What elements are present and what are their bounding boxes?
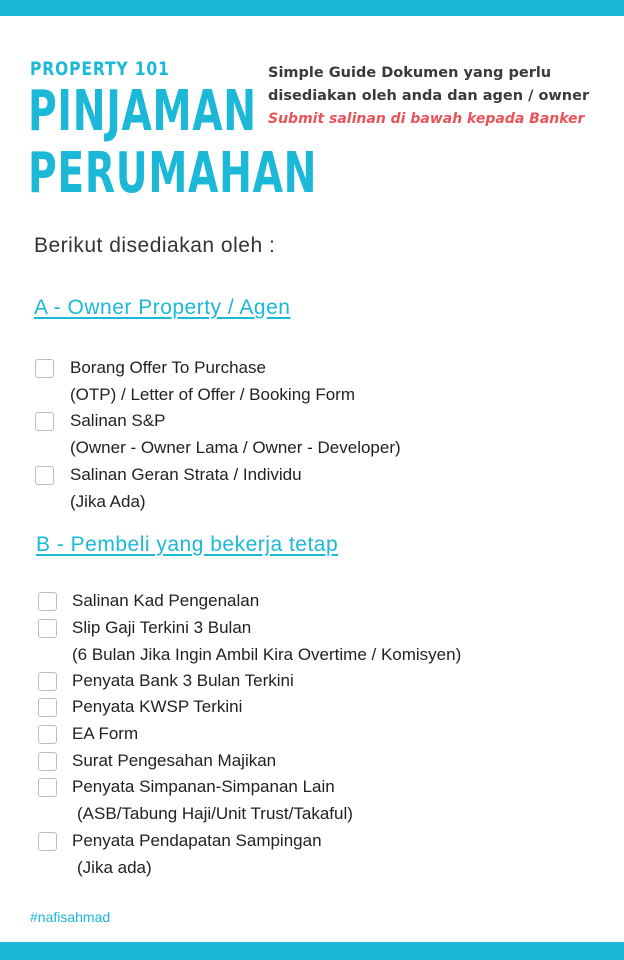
checkbox-b-3[interactable] [38, 672, 57, 691]
page-title-line-1: PINJAMAN [28, 79, 257, 144]
guide-line-2: disediakan oleh anda dan agen / owner [268, 88, 590, 104]
item-a-2-line-2: (Owner - Owner Lama / Owner - Developer) [70, 438, 401, 457]
checkbox-b-4[interactable] [38, 698, 57, 717]
bottom-accent-bar [0, 942, 624, 960]
item-b-3-line-1: Penyata Bank 3 Bulan Terkini [72, 671, 294, 690]
eyebrow-label: PROPERTY 101 [30, 58, 170, 80]
item-b-5-line-1: EA Form [72, 724, 139, 743]
checkbox-b-1[interactable] [38, 592, 57, 611]
intro-text: Berikut disediakan oleh : [34, 234, 276, 257]
item-b-8-line-2: (Jika ada) [77, 858, 152, 877]
checkbox-a-2[interactable] [35, 412, 54, 431]
item-b-7-line-1: Penyata Simpanan-Simpanan Lain [72, 777, 335, 796]
checkbox-b-7[interactable] [38, 778, 57, 797]
checkbox-a-1[interactable] [35, 359, 54, 378]
checkbox-b-2[interactable] [38, 619, 57, 638]
section-b-title: B - Pembeli yang bekerja tetap [36, 533, 339, 556]
item-a-2-line-1: Salinan S&P [70, 411, 166, 430]
hashtag-label: #nafisahmad [30, 909, 111, 925]
item-b-7-line-2: (ASB/Tabung Haji/Unit Trust/Takaful) [77, 804, 353, 823]
checkbox-a-3[interactable] [35, 466, 54, 485]
checkbox-b-6[interactable] [38, 752, 57, 771]
item-b-6-line-1: Surat Pengesahan Majikan [72, 751, 277, 770]
top-accent-bar [0, 0, 624, 16]
item-a-1-line-2: (OTP) / Letter of Offer / Booking Form [70, 385, 355, 404]
item-b-2-line-2: (6 Bulan Jika Ingin Ambil Kira Overtime / Komisyen) [72, 645, 462, 664]
item-a-1-line-1: Borang Offer To Purchase [70, 358, 266, 377]
guide-line-3: Submit salinan di bawah kepada Banker [268, 111, 585, 127]
page-title-line-2: PERUMAHAN [28, 141, 318, 206]
guide-description [268, 62, 608, 131]
item-b-1-line-1: Salinan Kad Pengenalan [72, 591, 260, 610]
item-b-2-line-1: Slip Gaji Terkini 3 Bulan [72, 618, 252, 637]
item-a-3-line-1: Salinan Geran Strata / Individu [70, 465, 302, 484]
item-b-4-line-1: Penyata KWSP Terkini [72, 697, 243, 716]
checkbox-b-8[interactable] [38, 832, 57, 851]
section-a-title: A - Owner Property / Agen [34, 296, 291, 319]
item-a-3-line-2: (Jika Ada) [70, 492, 146, 511]
guide-line-1: Simple Guide Dokumen yang perlu [268, 65, 552, 81]
checkbox-b-5[interactable] [38, 725, 57, 744]
item-b-8-line-1: Penyata Pendapatan Sampingan [72, 831, 322, 850]
